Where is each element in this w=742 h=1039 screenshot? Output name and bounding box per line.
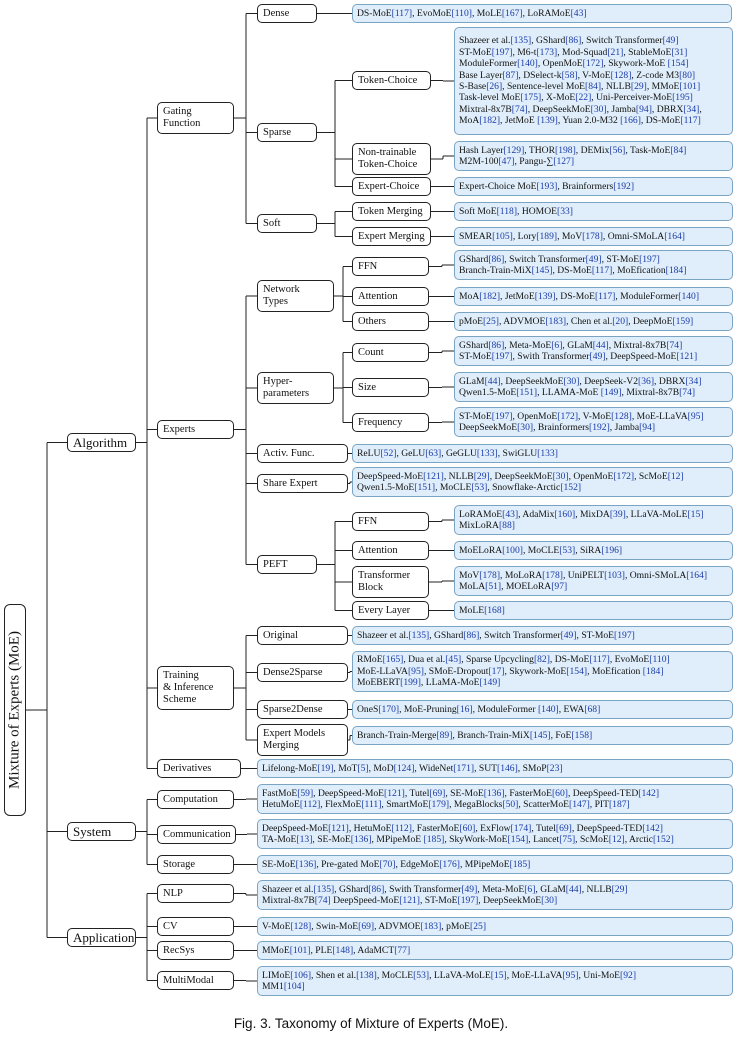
node-label-experts: Experts <box>163 423 196 435</box>
node-peft <box>257 555 317 574</box>
leaf-text-nontrainable: Hash Layer[129], THOR[198], DEMix[56], Task-MoE[84] M2M-100[47], Pangu-∑[127] <box>459 144 687 167</box>
node-count <box>352 343 429 362</box>
leaf-transformer-block <box>454 566 733 596</box>
node-label-storage: Storage <box>163 858 196 870</box>
node-derivatives <box>157 759 241 778</box>
node-label-cv: CV <box>163 920 178 932</box>
node-label-count: Count <box>358 346 384 358</box>
leaf-communication <box>257 819 733 849</box>
leaf-token-merging <box>454 202 733 221</box>
node-label-system: System <box>73 823 112 839</box>
leaf-text-ffn: GShard[86], Switch Transformer[49], ST-MoE[197] Branch-Train-MiX[145], DS-MoE[117], MoEfication[184] <box>459 253 687 276</box>
leaf-text-expert-merging: SMEAR[105], Lory[189], MoV[178], Omni-SMoLA[164] <box>459 230 685 242</box>
leaf-nontrainable <box>454 141 733 171</box>
node-dense <box>257 4 317 23</box>
node-network-types <box>257 280 334 312</box>
leaf-derivatives <box>257 759 733 778</box>
node-ffn <box>352 257 429 276</box>
leaf-text-expert-choice: Expert-Choice MoE[193], Brainformers[192] <box>459 180 635 192</box>
node-frequency <box>352 413 429 432</box>
node-label-recsys: RecSys <box>163 944 195 956</box>
leaf-text-multimodal: LIMoE[106], Shen et al.[138], MoCLE[53], LLaVA-MoLE[15], MoE-LLaVA[95], Uni-MoE[92] MM1[104] <box>262 969 637 992</box>
node-share-expert <box>257 474 348 493</box>
node-soft <box>257 214 317 233</box>
leaf-text-derivatives: Lifelong-MoE[19], MoT[5], MoD[124], WideNet[171], SUT[146], SMoP[23] <box>262 762 563 774</box>
node-label-share-expert: Share Expert <box>263 477 318 489</box>
node-nlp <box>157 884 234 903</box>
leaf-computation <box>257 784 733 814</box>
node-token-choice <box>352 71 431 90</box>
leaf-text-token-merging: Soft MoE[118], HOMOE[33] <box>459 205 573 217</box>
node-algorithm <box>67 433 136 452</box>
leaf-text-computation: FastMoE[59], DeepSpeed-MoE[121], Tutel[69], SE-MoE[136], FasterMoE[60], DeepSpeed-TED[142] HetuMoE[112], FlexMoE[111], SmartMoE[179], MegaBlocks[50], ScatterMoE[147], PIT[187] <box>262 787 660 810</box>
node-label-derivatives: Derivatives <box>163 762 212 774</box>
node-label-sparse2dense: Sparse2Dense <box>263 703 323 715</box>
leaf-text-communication: DeepSpeed-MoE[121], HetuMoE[112], FasterMoE[60], ExFlow[174], Tutel[69], DeepSpeed-TED[142] TA-MoE[13], SE-MoE[136], MPipeMoE [185], SkyWork-MoE[154], Lancet[75], ScMoE[12], Arctic[152] <box>262 822 674 845</box>
node-label-peft: PEFT <box>263 558 288 570</box>
node-label-dense: Dense <box>263 7 290 19</box>
node-peft-attention <box>352 541 429 560</box>
leaf-text-others: pMoE[25], ADVMOE[183], Chen et al.[20], DeepMoE[159] <box>459 315 694 327</box>
leaf-multimodal <box>257 966 733 996</box>
leaf-cv <box>257 917 733 936</box>
node-label-network-types: Network Types <box>263 284 300 307</box>
leaf-activ <box>352 444 733 463</box>
leaf-text-nlp: Shazeer et al.[135], GShard[86], Swith Transformer[49], Meta-MoE[6], GLaM[44], NLLB[29] Mixtral-8x7B[74] DeepSpeed-MoE[121], ST-MoE[197], DeepSeekMoE[30] <box>262 883 628 906</box>
node-expert-choice <box>352 177 431 196</box>
leaf-peft-attention <box>454 541 733 560</box>
leaf-text-original: Shazeer et al.[135], GShard[86], Switch Transformer[49], ST-MoE[197] <box>357 629 635 641</box>
leaf-text-share-expert: DeepSpeed-MoE[121], NLLB[29], DeepSeekMoE[30], OpenMoE[172], ScMoE[12] Qwen1.5-MoE[151], MoCLE[53], Snowflake-Arctic[152] <box>357 470 684 493</box>
node-label-communication: Communication <box>163 828 231 840</box>
node-label-gating: Gating Function <box>163 106 201 129</box>
node-label-nlp: NLP <box>163 887 183 899</box>
leaf-text-sparse2dense: OneS[170], MoE-Pruning[16], ModuleFormer [140], EWA[68] <box>357 703 601 715</box>
node-training <box>157 666 234 710</box>
leaf-text-count: GShard[86], Meta-MoE[6], GLaM[44], Mixtral-8x7B[74] ST-MoE[197], Swith Transformer[49], DeepSpeed-MoE[121] <box>459 339 698 362</box>
node-attention <box>352 287 429 306</box>
leaf-sparse2dense <box>352 700 733 719</box>
node-transformer-block <box>352 566 429 598</box>
node-communication <box>157 825 236 844</box>
node-label-soft: Soft <box>263 217 281 229</box>
node-system <box>67 822 136 841</box>
node-label-every-layer: Every Layer <box>358 604 411 616</box>
node-label-expert-choice: Expert-Choice <box>358 180 420 192</box>
node-sparse <box>257 123 317 142</box>
node-expert-merging <box>352 227 431 246</box>
node-label-frequency: Frequency <box>358 416 403 428</box>
node-gating <box>157 102 234 134</box>
leaf-text-storage: SE-MoE[136], Pre-gated MoE[70], EdgeMoE[176], MPipeMoE[185] <box>262 858 531 870</box>
node-label-size: Size <box>358 381 377 393</box>
node-peft-ffn <box>352 512 429 531</box>
leaf-text-every-layer: MoLE[168] <box>459 604 505 616</box>
node-dense2sparse <box>257 663 348 682</box>
leaf-text-transformer-block: MoV[178], MoLoRA[178], UniPELT[103], Omni-SMoLA[164] MoLA[51], MOELoRA[97] <box>459 569 708 592</box>
node-label-original: Original <box>263 629 298 641</box>
node-label-sparse: Sparse <box>263 126 291 138</box>
node-label-others: Others <box>358 315 386 327</box>
leaf-frequency <box>454 407 733 437</box>
node-label-token-merging: Token Merging <box>358 205 423 217</box>
leaf-text-size: GLaM[44], DeepSeekMoE[30], DeepSeek-V2[36], DBRX[34] Qwen1.5-MoE[151], LLAMA-MoE [149], Mixtral-8x7B[74] <box>459 375 702 398</box>
node-label-nontrainable: Non-trainable Token-Choice <box>358 147 418 170</box>
node-storage <box>157 855 234 874</box>
node-label-application: Application <box>73 929 135 945</box>
node-label-training: Training & Inference Scheme <box>163 670 214 705</box>
leaf-text-peft-attention: MoELoRA[100], MoCLE[53], SiRA[196] <box>459 544 623 556</box>
leaf-share-expert <box>352 467 733 497</box>
leaf-peft-ffn <box>454 505 733 535</box>
node-computation <box>157 790 234 809</box>
leaf-attention <box>454 287 733 306</box>
node-label-computation: Computation <box>163 793 218 805</box>
leaf-dense <box>352 4 732 23</box>
node-label-attention: Attention <box>358 290 398 302</box>
node-every-layer <box>352 601 429 620</box>
leaf-text-activ: ReLU[52], GeLU[63], GeGLU[133], SwiGLU[133] <box>357 447 558 459</box>
node-label-peft-ffn: FFN <box>358 515 378 527</box>
leaf-expert-merging <box>454 227 733 246</box>
node-cv <box>157 917 234 936</box>
leaf-expert-choice <box>454 177 733 196</box>
node-original <box>257 626 348 645</box>
leaf-storage <box>257 855 733 874</box>
node-label-expert-models-merging: Expert Models Merging <box>263 728 326 751</box>
leaf-original <box>352 626 733 645</box>
node-token-merging <box>352 202 431 221</box>
node-label-ffn: FFN <box>358 260 378 272</box>
leaf-text-recsys: MMoE[101], PLE[148], AdaMCT[77] <box>262 944 411 956</box>
leaf-text-peft-ffn: LoRAMoE[43], AdaMix[160], MixDA[39], LLaVA-MoLE[15] MixLoRA[88] <box>459 508 704 531</box>
leaf-recsys <box>257 941 733 960</box>
node-others <box>352 312 429 331</box>
leaf-expert-models-merging <box>352 726 733 745</box>
node-activ <box>257 444 348 463</box>
node-size <box>352 378 429 397</box>
leaf-every-layer <box>454 601 733 620</box>
leaf-text-attention: MoA[182], JetMoE[139], DS-MoE[117], ModuleFormer[140] <box>459 290 700 302</box>
leaf-text-dense: DS-MoE[117], EvoMoE[110], MoLE[167], LoRAMoE[43] <box>357 7 587 19</box>
leaf-text-expert-models-merging: Branch-Train-Merge[89], Branch-Train-MiX[145], FoE[158] <box>357 729 593 741</box>
leaf-token-choice <box>454 27 733 135</box>
node-label-token-choice: Token-Choice <box>358 74 418 86</box>
node-application <box>67 928 136 947</box>
node-label-hyperparams: Hyper- parameters <box>263 376 310 399</box>
figure-caption: Fig. 3. Taxonomy of Mixture of Experts (MoE). <box>233 1016 509 1031</box>
leaf-size <box>454 372 733 402</box>
leaf-text-cv: V-MoE[128], Swin-MoE[69], ADVMOE[183], pMoE[25] <box>262 920 487 932</box>
node-label-expert-merging: Expert Merging <box>358 230 425 242</box>
leaf-text-dense2sparse: RMoE[165], Dua et al.[45], Sparse Upcycling[82], DS-MoE[117], EvoMoE[110] MoE-LLaVA[95], SMoE-Dropout[17], Skywork-MoE[154], MoEfication [184] MoEBERT[199], LLaMA-MoE[149] <box>357 654 670 689</box>
node-label-multimodal: MultiModal <box>163 974 214 986</box>
root-label: Mixture of Experts (MoE) <box>6 631 23 789</box>
leaf-text-frequency: ST-MoE[197], OpenMoE[172], V-MoE[128], MoE-LLaVA[95] DeepSeekMoE[30], Brainformers[192], Jamba[94] <box>459 410 704 433</box>
node-label-transformer-block: Transformer Block <box>358 570 411 593</box>
node-sparse2dense <box>257 700 348 719</box>
node-label-activ: Activ. Func. <box>263 447 315 459</box>
leaf-count <box>454 336 733 366</box>
node-experts <box>157 420 234 439</box>
node-expert-models-merging <box>257 724 348 756</box>
node-hyperparams <box>257 372 334 404</box>
node-label-algorithm: Algorithm <box>73 434 128 450</box>
node-nontrainable <box>352 143 431 175</box>
node-recsys <box>157 941 234 960</box>
leaf-dense2sparse <box>352 651 733 692</box>
node-label-dense2sparse: Dense2Sparse <box>263 666 323 678</box>
root-node <box>4 604 26 816</box>
leaf-nlp <box>257 880 733 910</box>
node-label-peft-attention: Attention <box>358 544 398 556</box>
leaf-others <box>454 312 733 331</box>
node-multimodal <box>157 971 234 990</box>
leaf-ffn <box>454 250 733 280</box>
leaf-text-token-choice: Shazeer et al.[135], GShard[86], Switch Transformer[49] ST-MoE[197], M6-t[173], Mod-Squad[21], StableMoE[31] ModuleFormer[140], OpenMoE[172], Skywork-MoE [154] Base Layer[87], DSelect-k[58], V-MoE[128], Z-code M3[80] S-Base[26], Sentence-level MoE[84], NLLB[29], MMoE[101] Task-level MoE[175], X-MoE[22], Uni-Perceiver-MoE[195] Mixtral-8x7B[74], DeepSeekMoE[30], Jamba[94], DBRX[34], MoA[182], JetMoE [139], Yuan 2.0-M32 [166], DS-MoE[117] <box>459 35 702 127</box>
